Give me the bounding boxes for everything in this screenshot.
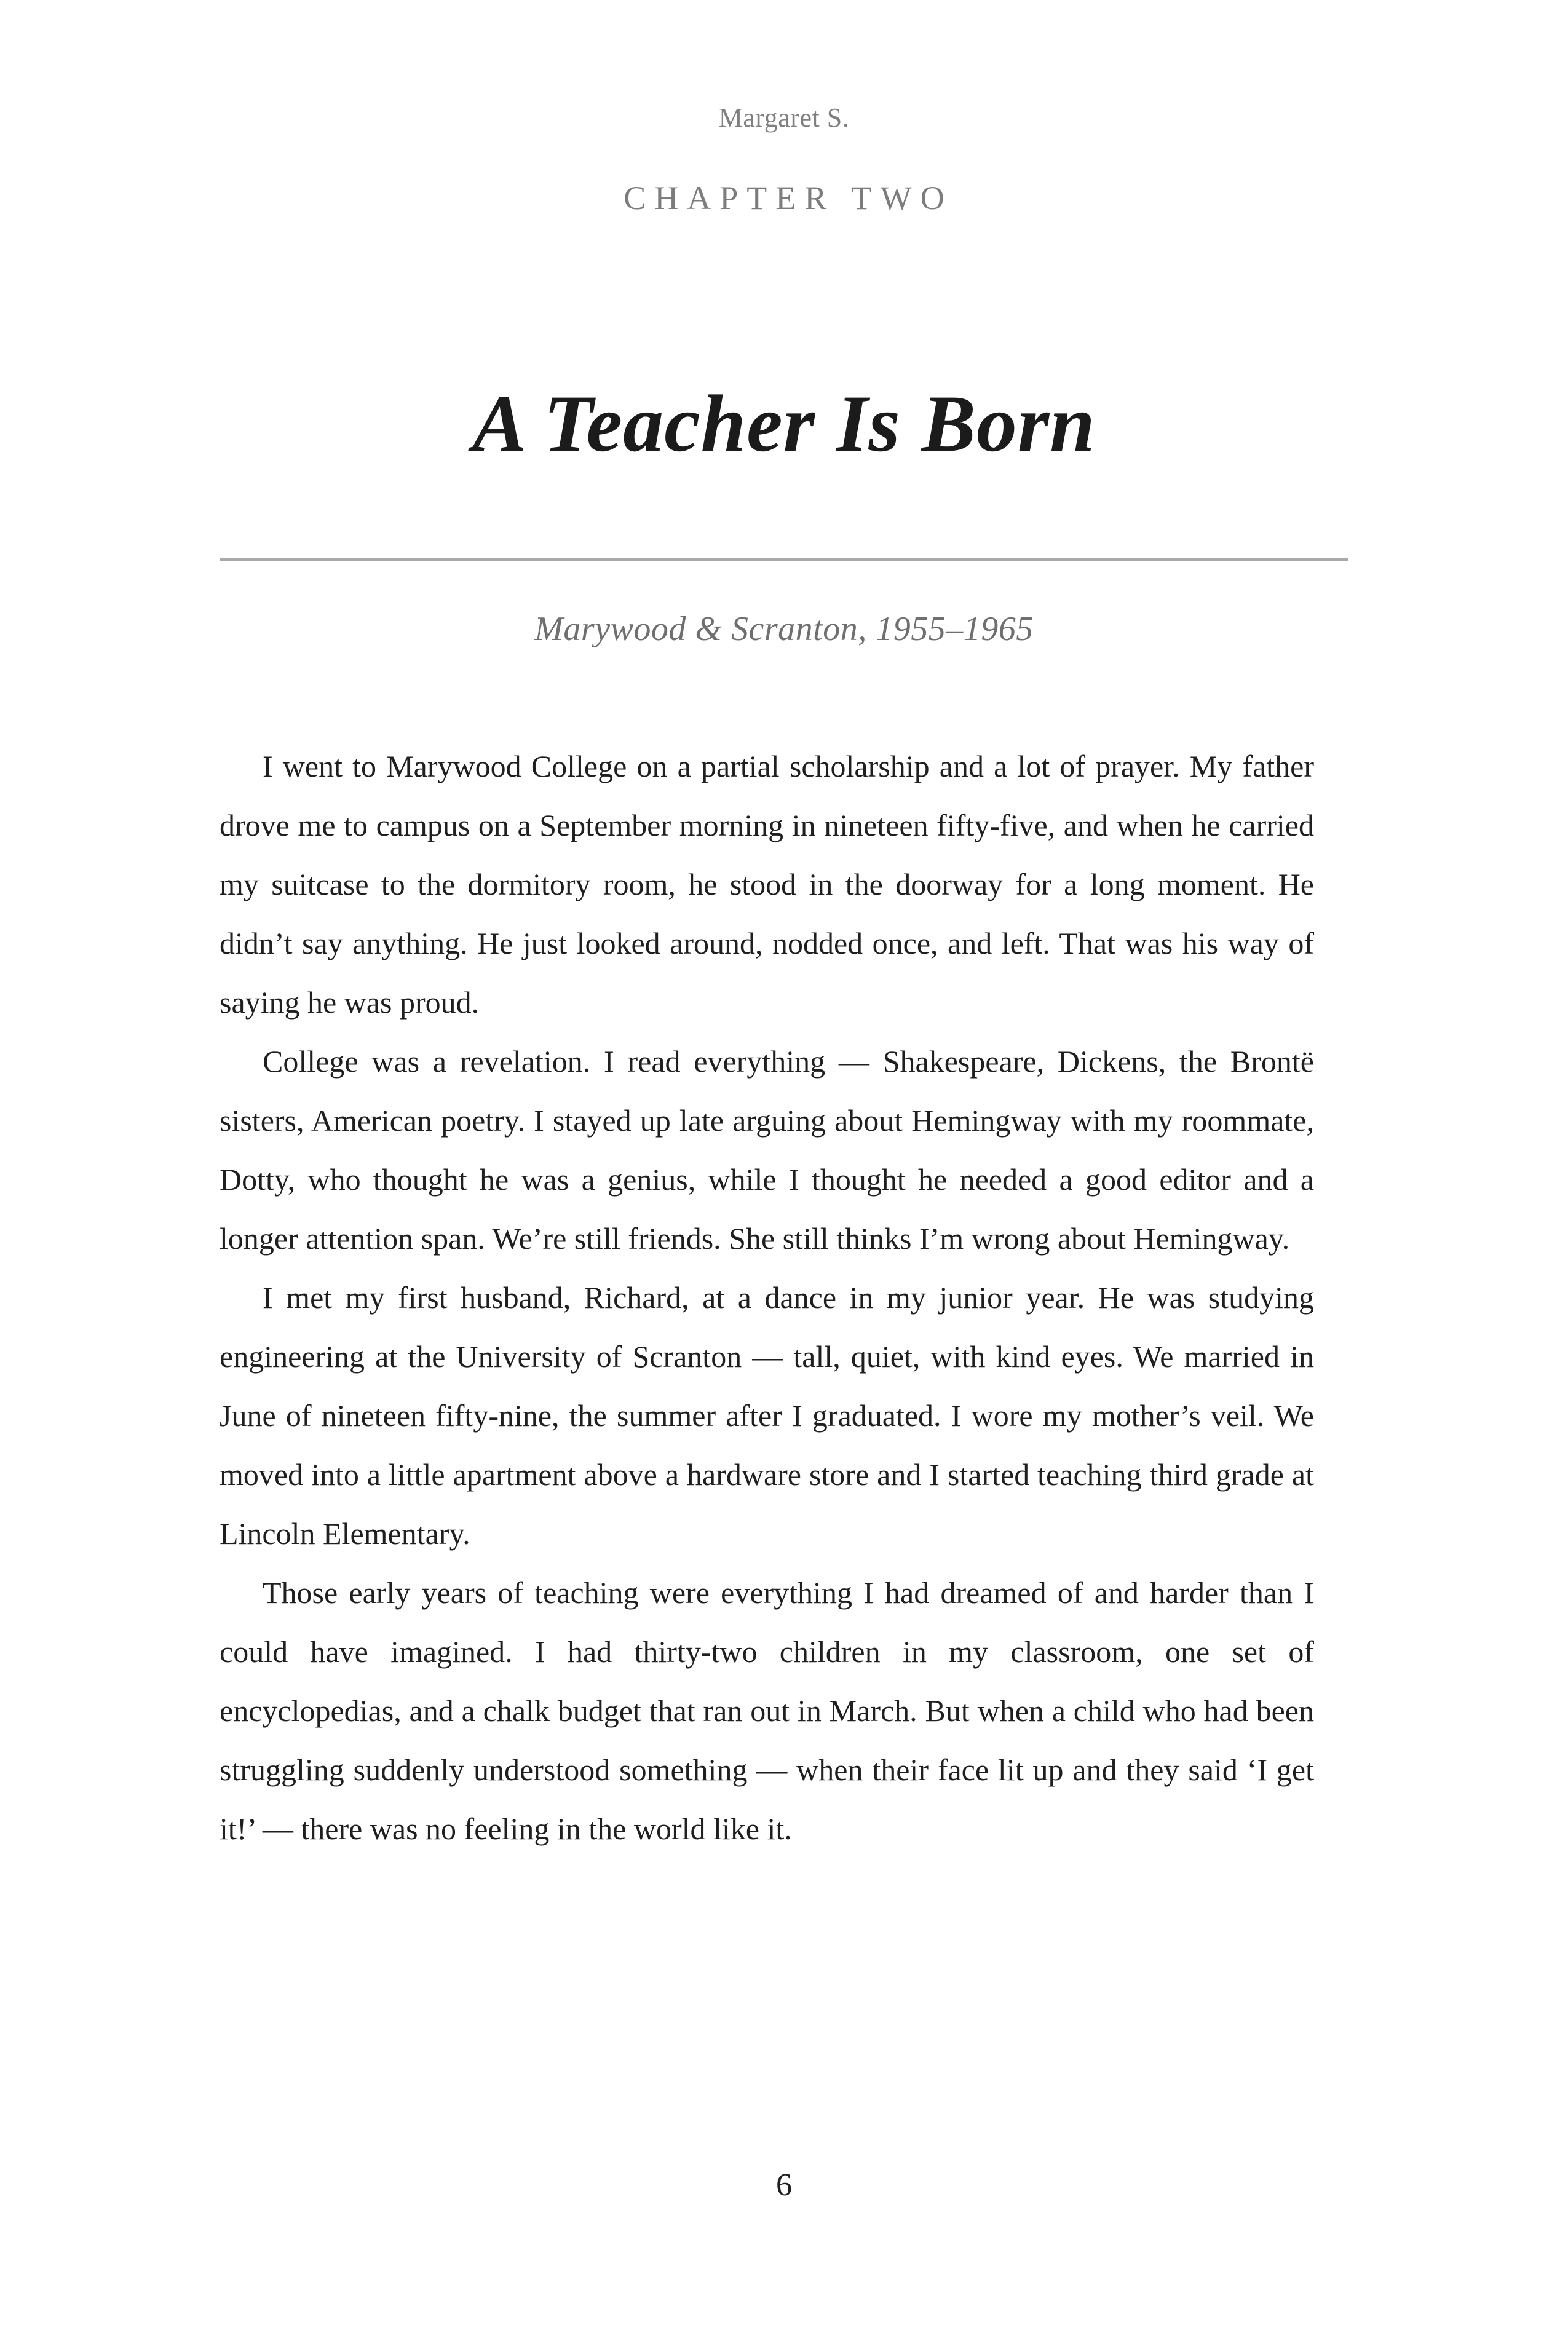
body-text [220,737,1314,1858]
running-head: Margaret S. [718,103,850,133]
page-number: 6 [776,2168,792,2203]
horizontal-rule-divider [220,558,1348,561]
paragraph: I went to Marywood College on a partial scholarship and a lot of prayer. My father drove me to campus on a September morning in nineteen fifty-five, and when he carried my suitcase to the dormitory room, he stood in the doorway for a long moment. He didn’t say anything. He just looked around, nodded once, and left. That was his way of saying he was proud. [220,749,1314,1020]
paragraph: Those early years of teaching were everything I had dreamed of and harder than I could have imagined. I had thirty-two children in my classroom, one set of encyclopedias, and a chalk budget that ran out in March. But when a child who had been struggling suddenly understood something — when their face lit up and they said ‘I get it!’ — there was no feeling in the world like it. [220,1575,1314,1846]
chapter-subtitle: Marywood & Scranton, 1955–1965 [534,610,1034,648]
paragraph: I met my first husband, Richard, at a dance in my junior year. He was studying engineering at the University of Scranton — tall, quiet, with kind eyes. We married in June of nineteen fifty-nine, the summer after I graduated. I wore my mother’s veil. We moved into a little apartment above a hardware store and I started teaching third grade at Lincoln Elementary. [220,1280,1314,1551]
paragraph: College was a revelation. I read everything — Shakespeare, Dickens, the Brontë sisters, American poetry. I stayed up late arguing about Hemingway with my roommate, Dotty, who thought he was a genius, while I thought he needed a good editor and a longer attention span. We’re still friends. She still thinks I’m wrong about Hemingway. [220,1044,1314,1256]
chapter-label: CHAPTER TWO [624,180,953,216]
page-title: A Teacher Is Born [472,378,1096,469]
